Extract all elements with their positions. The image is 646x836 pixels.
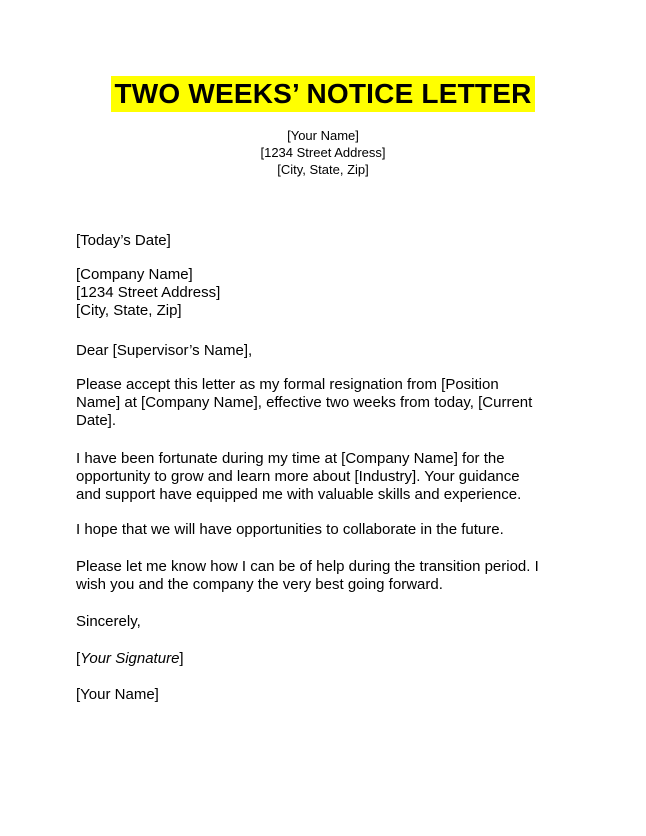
paragraph-line: Date]. — [76, 412, 117, 429]
closing-text: Sincerely, — [76, 613, 141, 630]
printed-name — [76, 686, 576, 704]
signature-line — [76, 650, 576, 668]
sender-address-block — [0, 127, 646, 178]
paragraph-gratitude — [76, 450, 576, 504]
date-text: [Today’s Date] — [76, 232, 171, 249]
printed-name-text: [Your Name] — [76, 686, 159, 703]
salutation — [76, 342, 576, 360]
paragraph-line: Please accept this letter as my formal resignation from [Position — [76, 376, 499, 393]
signature-open-bracket: [ — [76, 650, 81, 667]
signature-placeholder — [76, 650, 576, 668]
paragraph-transition — [76, 558, 576, 594]
sender-name: [Your Name] — [287, 128, 359, 143]
paragraph-resignation — [76, 376, 576, 430]
paragraph-line: and support have equipped me with valuable skills and experience. — [76, 486, 522, 503]
closing — [76, 613, 576, 631]
sender-city: [City, State, Zip] — [277, 162, 369, 177]
paragraph-line: I have been fortunate during my time at [Company Name] for the — [76, 450, 505, 467]
letter-title: TWO WEEKS’ NOTICE LETTER — [111, 76, 534, 112]
title-container — [0, 76, 646, 112]
paragraph-line: Name] at [Company Name], effective two weeks from today, [Current — [76, 394, 533, 411]
recipient-company: [Company Name] — [76, 266, 193, 283]
recipient-street: [1234 Street Address] — [76, 284, 221, 301]
paragraph-line: opportunity to grow and learn more about [Industry]. Your guidance — [76, 468, 520, 485]
paragraph-future — [76, 521, 576, 539]
letter-date — [76, 232, 576, 250]
recipient-address-block — [76, 266, 576, 320]
paragraph-line: I hope that we will have opportunities to collaborate in the future. — [76, 521, 504, 538]
recipient-city: [City, State, Zip] — [76, 302, 182, 319]
sender-street: [1234 Street Address] — [260, 145, 386, 160]
signature-close-bracket: ] — [179, 650, 184, 667]
signature-text: Your Signature — [80, 650, 180, 667]
salutation-text: Dear [Supervisor’s Name], — [76, 342, 253, 359]
paragraph-line: wish you and the company the very best going forward. — [76, 576, 443, 593]
paragraph-line: Please let me know how I can be of help during the transition period. I — [76, 558, 539, 575]
